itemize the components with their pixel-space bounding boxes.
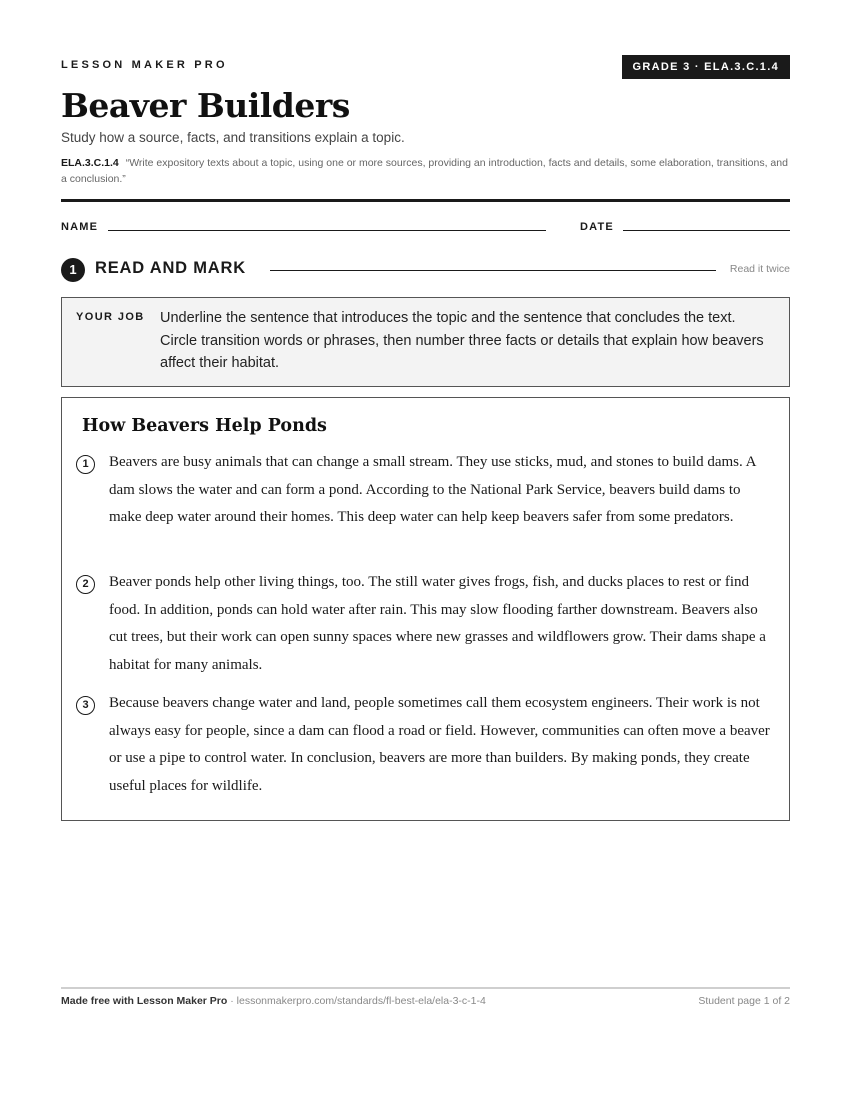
footer-url: lessonmakerpro.com/standards/fl-best-ela/ela-3-c-1-4 xyxy=(236,995,486,1007)
footer-page-info: Student page 1 of 2 xyxy=(698,995,790,1007)
section-title: READ AND MARK xyxy=(95,259,246,277)
footer-divider xyxy=(61,987,790,989)
grade-standard-badge: GRADE 3 · ELA.3.C.1.4 xyxy=(622,55,791,79)
name-label: NAME xyxy=(61,221,99,233)
footer-separator: · xyxy=(227,995,237,1007)
standard-text: “Write expository texts about a topic, using one or more sources, providing an introduction, facts and details, some elaboration, transitions, and a conclusion.” xyxy=(61,157,788,185)
worksheet-title: Beaver Builders xyxy=(61,86,350,125)
footer-made-with: Made free with Lesson Maker Pro xyxy=(61,995,228,1007)
header-divider xyxy=(61,199,790,202)
standard-description xyxy=(61,155,790,187)
date-label: DATE xyxy=(580,221,614,233)
top-bar xyxy=(61,55,790,79)
paragraph-number: 1 xyxy=(76,455,95,474)
name-date-row xyxy=(61,219,790,239)
paragraph-text: Because beavers change water and land, people sometimes call them ecosystem engineers. Their work is not always easy for people, since a dam can flood a road or field. However, communities can often move a beaver or use a pipe to control water. In conclusion, beavers are more than builders. By making ponds, they create useful places for wildlife. xyxy=(109,695,770,794)
footer-credit xyxy=(61,995,486,1007)
name-field[interactable] xyxy=(108,230,546,231)
paragraph-number: 2 xyxy=(76,575,95,594)
passage-title: How Beavers Help Ponds xyxy=(82,416,327,436)
section-divider xyxy=(270,270,716,271)
paragraph-number: 3 xyxy=(76,696,95,715)
worksheet-subtitle: Study how a source, facts, and transitions explain a topic. xyxy=(61,130,405,145)
standard-code: ELA.3.C.1.4 xyxy=(61,157,119,169)
instructions-box xyxy=(61,297,790,387)
date-field[interactable] xyxy=(623,230,790,231)
section-header xyxy=(61,257,790,283)
instructions-label: YOUR JOB xyxy=(76,311,145,323)
brand-name: LESSON MAKER PRO xyxy=(61,59,228,71)
paragraph-text: Beavers are busy animals that can change a small stream. They use sticks, mud, and stones to build dams. A dam slows the water and can form a pond. According to the National Park Service, beavers build dams to make deep water around their homes. This deep water can help keep beavers safer from some predators. xyxy=(109,454,756,525)
section-note: Read it twice xyxy=(729,263,790,275)
reading-passage xyxy=(61,397,790,821)
section-number-badge: 1 xyxy=(61,258,85,282)
paragraph-text: Beaver ponds help other living things, too. The still water gives frogs, fish, and ducks places to rest or find food. In addition, ponds can hold water after rain. This may slow flooding farther downstream. Beavers also cut trees, but their work can open sunny spaces where new grasses and wildflowers grow. Their dams shape a habitat for many animals. xyxy=(109,574,766,673)
instructions-text: Underline the sentence that introduces the topic and the sentence that concludes the text. Circle transition words or phrases, then number three facts or details that explain how beavers affect their habitat. xyxy=(160,310,764,371)
